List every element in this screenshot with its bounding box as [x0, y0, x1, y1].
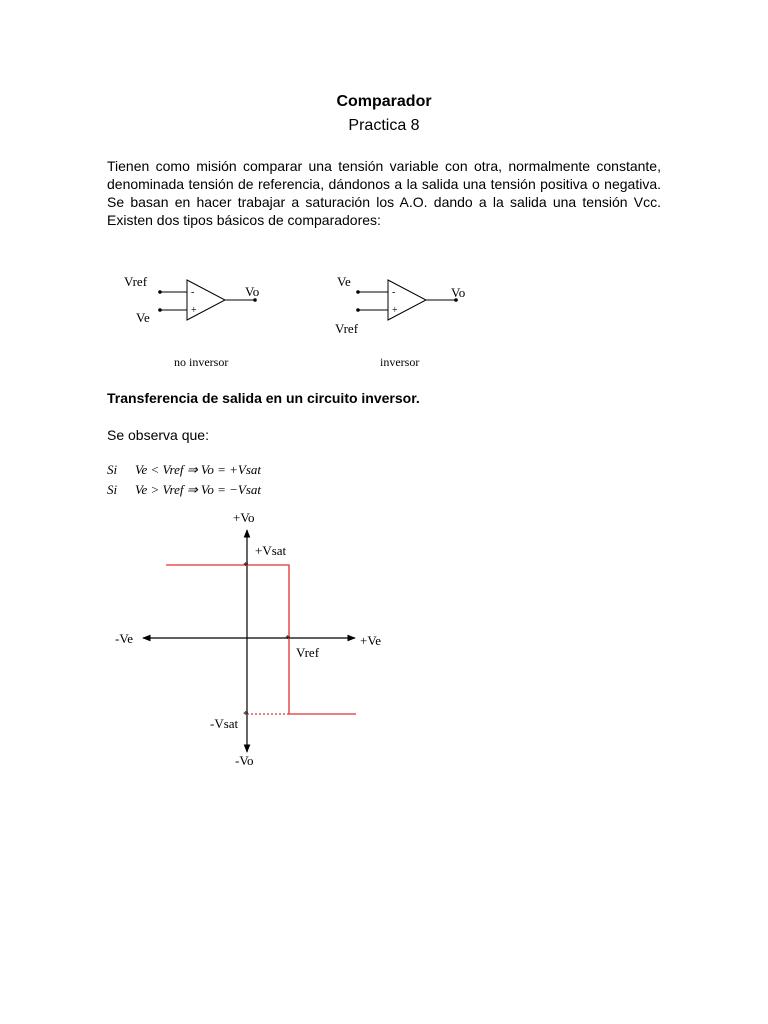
- tick-mark: *: [243, 709, 249, 721]
- opamp-minus-sign: -: [191, 287, 195, 298]
- tick-mark: *: [285, 633, 291, 645]
- transfer-graph: [100, 505, 400, 775]
- tick-mark: *: [243, 560, 249, 572]
- label-vo-output: Vo: [451, 285, 466, 300]
- page-title: Comparador: [336, 93, 432, 110]
- condition-line: [107, 482, 261, 498]
- opamp-minus-sign: -: [392, 287, 396, 298]
- label-ve-input: Ve: [136, 310, 150, 325]
- transfer-curve: [166, 565, 356, 714]
- label-vo-output: Vo: [245, 284, 260, 299]
- condition-text: Ve > Vref ⇒ Vo = −Vsat: [135, 482, 262, 497]
- label-plus-ve: +Ve: [360, 633, 382, 648]
- intro-paragraph: Tienen como misión comparar una tensión variable con otra, normalmente constante, denominada tensión de referencia, dándonos a la salida una tensión positiva o negativa. Se basan en hacer trabajar a saturación los A.O. dando a la salida una tensión Vcc. Existen dos tipos básicos de comparadores:: [107, 158, 661, 228]
- label-minus-ve: -Ve: [115, 631, 134, 646]
- caption-inversor: inversor: [380, 355, 420, 369]
- condition-si: Si: [107, 462, 118, 477]
- label-vref-input: Vref: [335, 321, 359, 336]
- observation-text: Se observa que:: [107, 427, 209, 443]
- caption-no-inversor: no inversor: [174, 355, 229, 369]
- condition-si: Si: [107, 482, 118, 497]
- schematic-inverting: [330, 268, 500, 373]
- opamp-plus-sign: +: [191, 305, 197, 316]
- label-minus-vo: -Vo: [235, 753, 254, 768]
- section-heading: Transferencia de salida en un circuito inversor.: [107, 390, 420, 406]
- label-minus-vsat: -Vsat: [210, 716, 239, 731]
- label-plus-vsat: +Vsat: [255, 543, 287, 558]
- label-vref: Vref: [296, 645, 320, 660]
- label-plus-vo: +Vo: [233, 510, 255, 525]
- schematic-non-inverting: [115, 268, 285, 373]
- opamp-plus-sign: +: [392, 305, 398, 316]
- page-subtitle: Practica 8: [348, 117, 420, 134]
- condition-line: [107, 462, 261, 478]
- condition-text: Ve < Vref ⇒ Vo = +Vsat: [135, 462, 262, 477]
- label-ve-input: Ve: [337, 274, 351, 289]
- label-vref-input: Vref: [124, 274, 148, 289]
